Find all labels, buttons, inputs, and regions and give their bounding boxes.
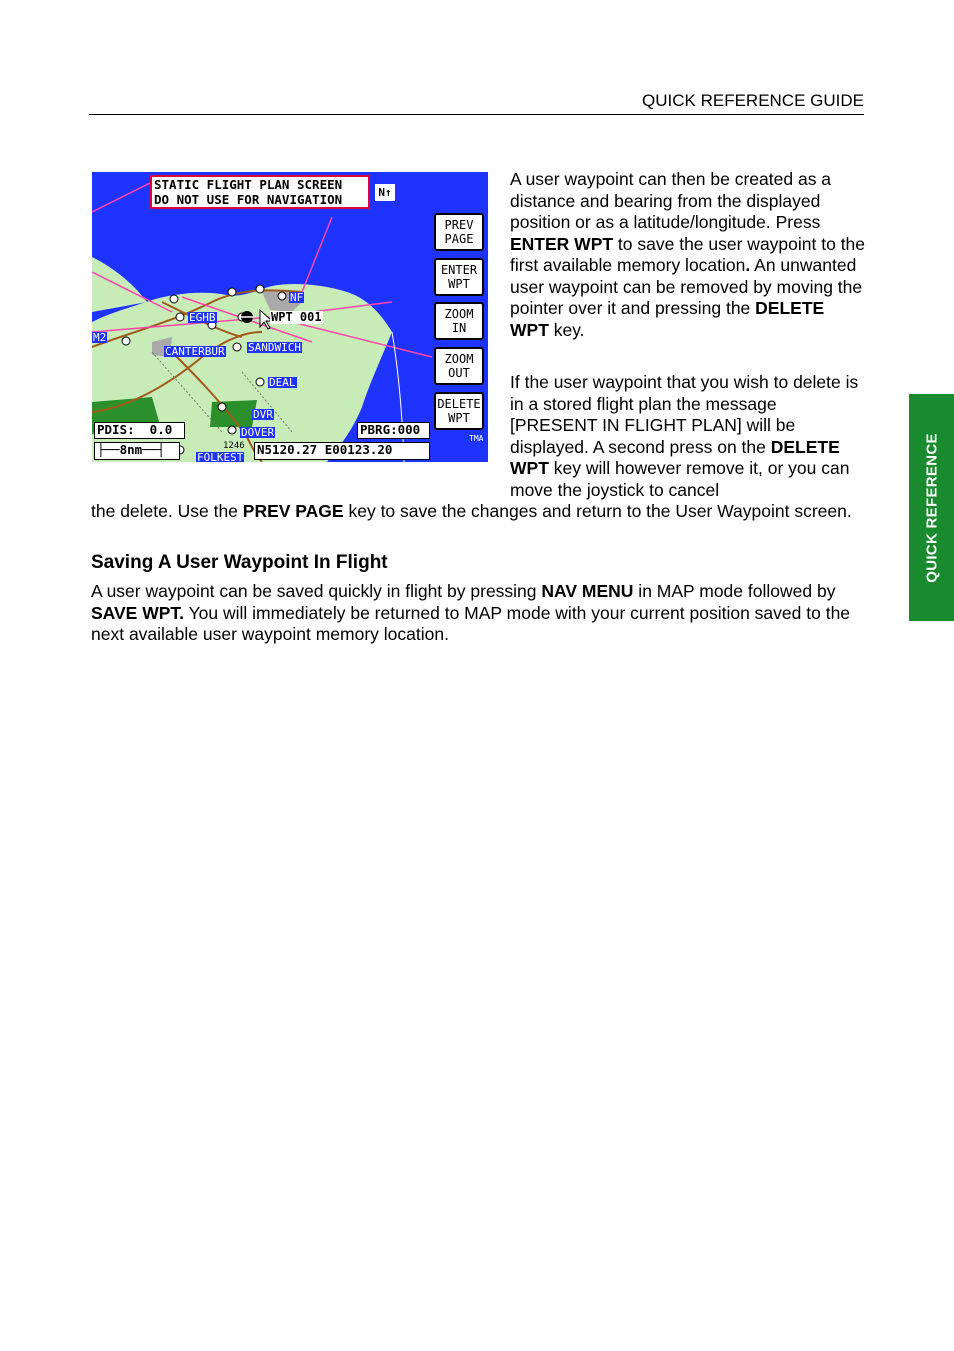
- warning-line-2: DO NOT USE FOR NAVIGATION: [154, 192, 343, 207]
- map-screenshot: [92, 172, 488, 462]
- p4-key-save-wpt: SAVE WPT.: [91, 602, 185, 623]
- p1-text-a: A user waypoint can then be created as a distance and bearing from the displayed position or as a latitude/longitude. Press: [510, 169, 832, 232]
- map-label-canterbur: CANTERBUR: [165, 345, 225, 358]
- zoom-in-button[interactable]: [434, 302, 484, 340]
- header-title: QUICK REFERENCE GUIDE: [642, 91, 864, 110]
- enter-wpt-line-1: ENTER: [440, 263, 478, 277]
- map-label-tma: TMA: [469, 434, 484, 443]
- p2-text-c: key will however remove it, or you can move the joystick to cancel: [510, 458, 850, 500]
- paragraph-prev-page: [91, 501, 866, 523]
- p2-key-delete-wpt: DELETE WPT: [510, 436, 840, 478]
- pdis-readout: PDIS: 0.0: [94, 422, 185, 439]
- zoom-out-line-2: OUT: [448, 366, 470, 380]
- map-label-wpt-001: WPT 001: [271, 310, 322, 324]
- prev-page-line-2: PAGE: [444, 232, 474, 246]
- map-label-sandwich: SANDWICH: [248, 341, 301, 354]
- position-coordinates: N5120.27 E00123.20: [254, 442, 430, 460]
- paragraph-save-in-flight: [91, 581, 866, 646]
- p1-period: .: [745, 255, 751, 275]
- map-label-folkest: FOLKEST: [197, 451, 244, 462]
- p3-text-c: key to save the changes and return to the User Waypoint screen.: [343, 501, 852, 521]
- side-tab-quick-reference: [909, 394, 954, 621]
- zoom-in-line-2: IN: [451, 321, 467, 335]
- map-label-frequency: 1246: [223, 441, 245, 451]
- delete-wpt-button[interactable]: [434, 392, 484, 430]
- side-tab-label: QUICK REFERENCE: [923, 432, 940, 583]
- pbrg-readout: PBRG:000: [357, 422, 430, 439]
- p1-key-enter-wpt: ENTER WPT: [510, 233, 614, 254]
- scale-bar: ├──8nm──┤: [94, 442, 180, 460]
- prev-page-line-1: PREV: [444, 218, 474, 232]
- map-label-dvr: DVR: [253, 408, 273, 421]
- paragraph-delete-in-plan: [510, 372, 866, 501]
- section-heading: Saving A User Waypoint In Flight: [91, 552, 388, 573]
- zoom-out-button[interactable]: [434, 347, 484, 385]
- zoom-in-line-1: ZOOM: [444, 307, 474, 321]
- delete-wpt-line-1: DELETE: [437, 397, 481, 411]
- p1-text-g: key.: [548, 319, 585, 340]
- enter-wpt-line-2: WPT: [448, 277, 470, 291]
- warning-line-1: STATIC FLIGHT PLAN SCREEN: [154, 177, 343, 192]
- north-up-indicator: N↑: [375, 184, 395, 201]
- p4-text-a: A user waypoint can be saved quickly in flight by pressing: [91, 581, 542, 601]
- delete-wpt-line-2: WPT: [448, 411, 470, 425]
- map-label-nf: NF: [290, 291, 304, 304]
- paragraph-create-delete: [510, 169, 866, 341]
- p4-text-e: You will immediately be returned to MAP mode with your current position saved to the next available user waypoint memory location.: [91, 602, 851, 644]
- static-warning-banner: [150, 175, 370, 209]
- p3-key-prev-page: PREV PAGE: [242, 501, 344, 521]
- p1-text-c: to save the user waypoint to the first available memory location: [510, 233, 866, 275]
- p1-key-delete-wpt: DELETE WPT: [510, 298, 825, 340]
- enter-wpt-button[interactable]: [434, 258, 484, 296]
- prev-page-button[interactable]: [434, 213, 484, 251]
- map-label-eghb: EGHB: [189, 311, 216, 324]
- map-label-deal: DEAL: [269, 376, 296, 389]
- p4-key-nav-menu: NAV MENU: [541, 581, 634, 601]
- p3-text-a: the delete. Use the: [91, 501, 243, 521]
- page-header: [89, 90, 864, 115]
- zoom-out-line-1: ZOOM: [444, 352, 474, 366]
- map-label-dover: DOVER: [241, 426, 275, 439]
- p2-text-a: If the user waypoint that you wish to delete is in a stored flight plan the message [PRESENT IN FLIGHT PLAN] will be displayed. A second press on the: [510, 372, 859, 457]
- map-label-m2: M2: [93, 331, 107, 344]
- p1-text-e: An unwanted user waypoint can be removed by moving the pointer over it and pressing the: [510, 255, 863, 318]
- p4-text-c: in MAP mode followed by: [633, 581, 836, 601]
